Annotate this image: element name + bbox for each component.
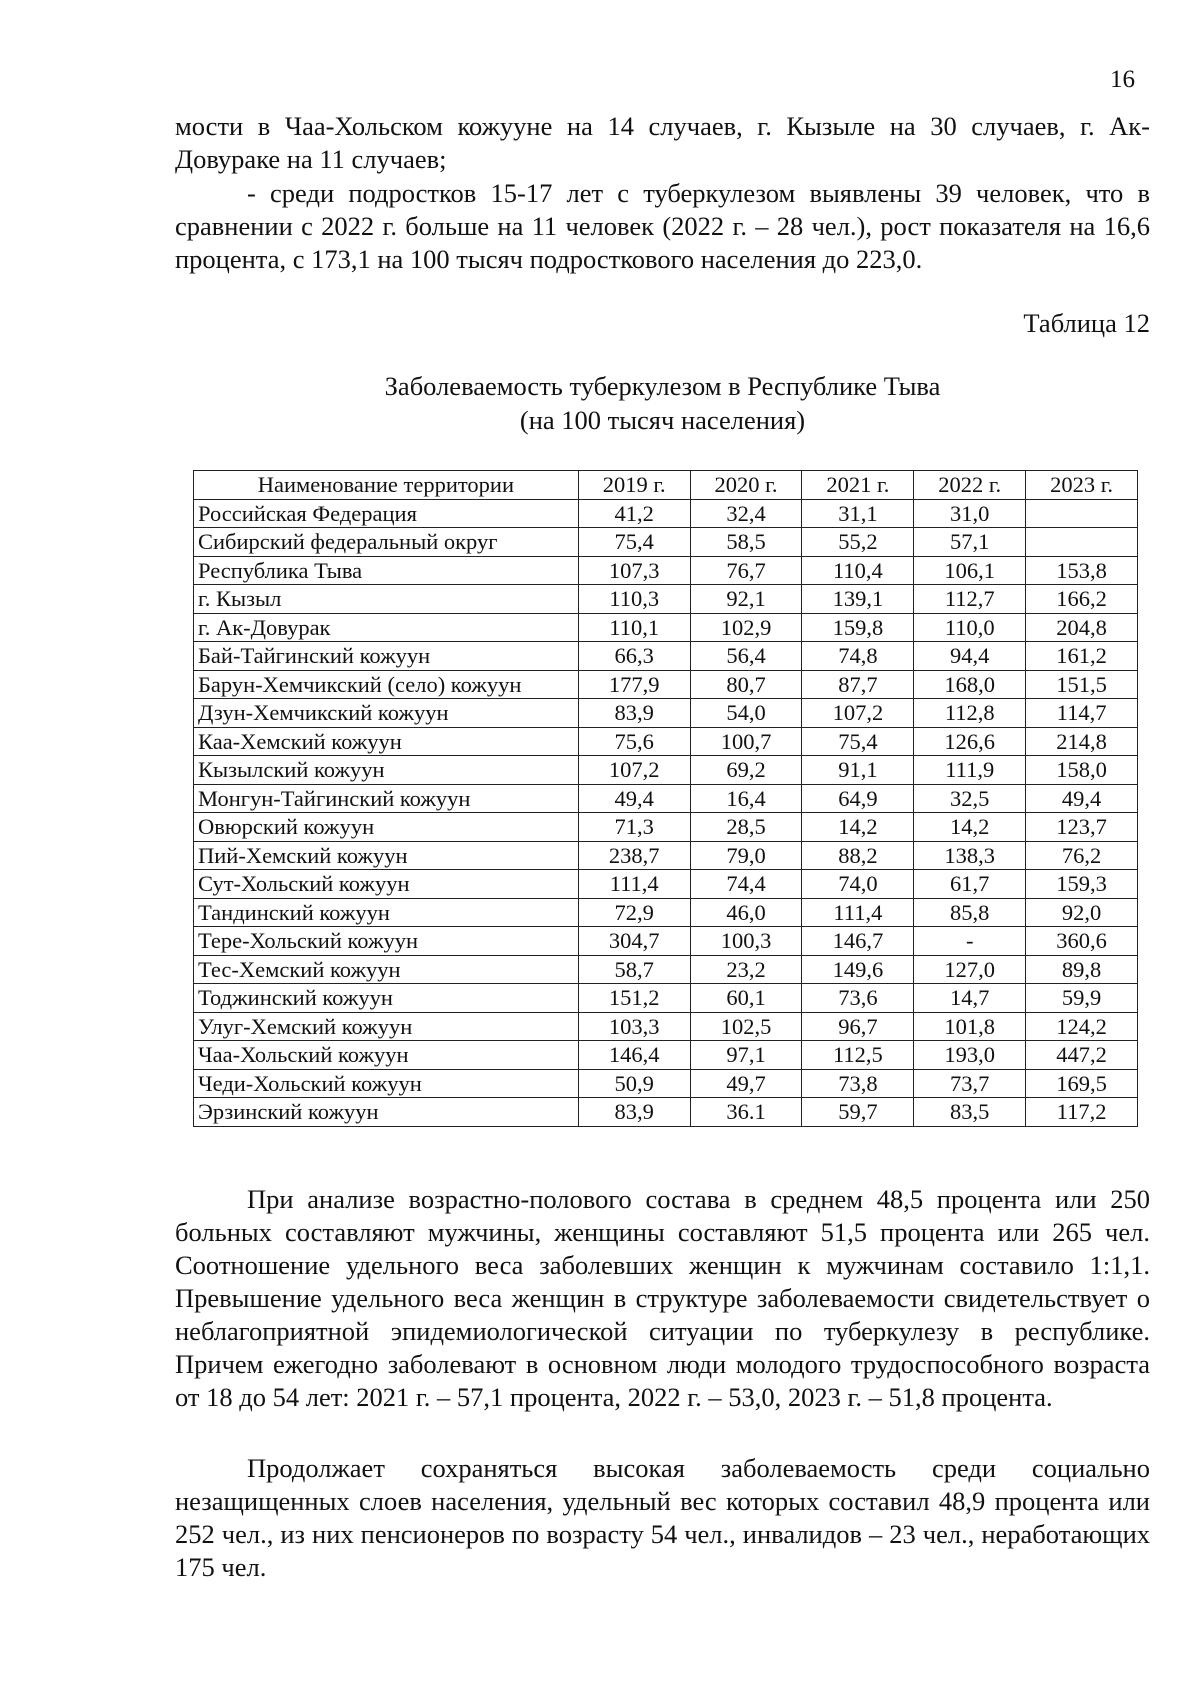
cell-y2021: 73,8 [802, 1069, 914, 1098]
cell-y2020: 23,2 [690, 955, 802, 984]
cell-y2023: 151,5 [1026, 670, 1138, 699]
cell-y2019: 83,9 [578, 699, 690, 728]
paragraph-age-sex: При анализе возрастно-полового состава в среднем 48,5 процента или 250 больных составляют мужчины, женщины составляют 51,5 процента или 265 чел. Соотношение удельного веса заболевших женщин к мужчинам составило 1:1,1. Превышение удельного веса женщин в структуре заболеваемости свидетельствует о неблагоприятной эпидемиологической ситуации по туберкулезу в республике. Причем ежегодно заболевают в основном люди молодого трудоспособного возраста от 18 до 54 лет: 2021 г. – 57,1 процента, 2022 г. – 53,0, 2023 г. – 51,8 процента. [175, 1184, 1150, 1412]
header-2019: 2019 г. [578, 471, 690, 500]
cell-y2019: 50,9 [578, 1069, 690, 1098]
cell-territory: Республика Тыва [194, 556, 579, 585]
cell-y2022: 94,4 [914, 642, 1026, 671]
cell-y2023: 114,7 [1026, 699, 1138, 728]
cell-y2023: 153,8 [1026, 556, 1138, 585]
cell-y2023: 117,2 [1026, 1098, 1138, 1127]
cell-y2022: 106,1 [914, 556, 1026, 585]
table-row [194, 927, 1138, 956]
incidence-table [193, 470, 1138, 1127]
cell-y2020: 32,4 [690, 499, 802, 528]
table-row [194, 841, 1138, 870]
cell-y2020: 100,7 [690, 727, 802, 756]
table-row [194, 1069, 1138, 1098]
table-row [194, 556, 1138, 585]
cell-y2021: 64,9 [802, 784, 914, 813]
table-row [194, 528, 1138, 557]
cell-y2022: 57,1 [914, 528, 1026, 557]
cell-y2023: 161,2 [1026, 642, 1138, 671]
cell-y2019: 75,4 [578, 528, 690, 557]
cell-territory: Тере-Хольский кожуун [194, 927, 579, 956]
table-row [194, 756, 1138, 785]
cell-y2020: 56,4 [690, 642, 802, 671]
cell-y2022: 138,3 [914, 841, 1026, 870]
cell-y2023: 169,5 [1026, 1069, 1138, 1098]
cell-y2020: 92,1 [690, 585, 802, 614]
cell-y2019: 110,3 [578, 585, 690, 614]
cell-y2023 [1026, 499, 1138, 528]
cell-y2020: 76,7 [690, 556, 802, 585]
cell-y2021: 74,8 [802, 642, 914, 671]
cell-y2022: 14,2 [914, 813, 1026, 842]
header-2023: 2023 г. [1026, 471, 1138, 500]
cell-territory: Сут-Хольский кожуун [194, 870, 579, 899]
table-header [194, 471, 1138, 500]
cell-territory: Барун-Хемчикский (село) кожуун [194, 670, 579, 699]
cell-territory: Пий-Хемский кожуун [194, 841, 579, 870]
cell-y2021: 146,7 [802, 927, 914, 956]
cell-territory: Каа-Хемский кожуун [194, 727, 579, 756]
cell-y2021: 31,1 [802, 499, 914, 528]
header-2021: 2021 г. [802, 471, 914, 500]
cell-y2020: 69,2 [690, 756, 802, 785]
cell-y2023: 92,0 [1026, 898, 1138, 927]
cell-y2022: 73,7 [914, 1069, 1026, 1098]
cell-territory: Тоджинский кожуун [194, 984, 579, 1013]
cell-y2021: 74,0 [802, 870, 914, 899]
cell-y2020: 60,1 [690, 984, 802, 1013]
cell-y2022: 14,7 [914, 984, 1026, 1013]
cell-territory: Улуг-Хемский кожуун [194, 1012, 579, 1041]
cell-y2023: 166,2 [1026, 585, 1138, 614]
cell-territory: Бай-Тайгинский кожуун [194, 642, 579, 671]
table-label: Таблица 12 [1023, 308, 1150, 338]
cell-y2020: 102,5 [690, 1012, 802, 1041]
cell-y2019: 304,7 [578, 927, 690, 956]
cell-y2022: - [914, 927, 1026, 956]
cell-y2021: 14,2 [802, 813, 914, 842]
cell-y2019: 72,9 [578, 898, 690, 927]
cell-y2020: 97,1 [690, 1041, 802, 1070]
paragraph-continuation: мости в Чаа-Хольском кожууне на 14 случаев, г. Кызыле на 30 случаев, г. Ак-Довураке на 11 случаев; [175, 111, 1150, 174]
cell-y2021: 59,7 [802, 1098, 914, 1127]
cell-territory: Чаа-Хольский кожуун [194, 1041, 579, 1070]
cell-territory: Российская Федерация [194, 499, 579, 528]
cell-y2022: 85,8 [914, 898, 1026, 927]
cell-y2022: 112,8 [914, 699, 1026, 728]
cell-y2021: 107,2 [802, 699, 914, 728]
cell-y2020: 74,4 [690, 870, 802, 899]
cell-y2023: 124,2 [1026, 1012, 1138, 1041]
table-row [194, 613, 1138, 642]
cell-y2022: 83,5 [914, 1098, 1026, 1127]
cell-y2023: 447,2 [1026, 1041, 1138, 1070]
cell-y2020: 28,5 [690, 813, 802, 842]
header-2020: 2020 г. [690, 471, 802, 500]
cell-territory: г. Ак-Довурак [194, 613, 579, 642]
cell-territory: Овюрский кожуун [194, 813, 579, 842]
header-2022: 2022 г. [914, 471, 1026, 500]
cell-y2023: 159,3 [1026, 870, 1138, 899]
page-number: 16 [1110, 66, 1135, 93]
table-row [194, 898, 1138, 927]
table-row [194, 870, 1138, 899]
cell-y2019: 110,1 [578, 613, 690, 642]
cell-territory: Тандинский кожуун [194, 898, 579, 927]
cell-y2023: 123,7 [1026, 813, 1138, 842]
cell-territory: г. Кызыл [194, 585, 579, 614]
table-row [194, 955, 1138, 984]
cell-y2020: 36.1 [690, 1098, 802, 1127]
cell-y2021: 139,1 [802, 585, 914, 614]
cell-y2019: 83,9 [578, 1098, 690, 1127]
cell-y2022: 101,8 [914, 1012, 1026, 1041]
table-row [194, 984, 1138, 1013]
cell-y2021: 110,4 [802, 556, 914, 585]
cell-territory: Кызылский кожуун [194, 756, 579, 785]
cell-y2020: 54,0 [690, 699, 802, 728]
cell-y2022: 168,0 [914, 670, 1026, 699]
table-row [194, 499, 1138, 528]
cell-y2019: 151,2 [578, 984, 690, 1013]
table-row [194, 670, 1138, 699]
cell-y2023: 59,9 [1026, 984, 1138, 1013]
table-row [194, 585, 1138, 614]
cell-y2020: 80,7 [690, 670, 802, 699]
cell-y2021: 159,8 [802, 613, 914, 642]
table-row [194, 1012, 1138, 1041]
cell-y2019: 75,6 [578, 727, 690, 756]
cell-y2019: 58,7 [578, 955, 690, 984]
table-row [194, 727, 1138, 756]
cell-y2022: 127,0 [914, 955, 1026, 984]
cell-y2023: 360,6 [1026, 927, 1138, 956]
cell-y2022: 61,7 [914, 870, 1026, 899]
cell-y2020: 58,5 [690, 528, 802, 557]
table-body [194, 499, 1138, 1126]
cell-territory: Дзун-Хемчикский кожуун [194, 699, 579, 728]
cell-y2022: 110,0 [914, 613, 1026, 642]
cell-y2023: 76,2 [1026, 841, 1138, 870]
cell-y2023: 89,8 [1026, 955, 1138, 984]
cell-territory: Тес-Хемский кожуун [194, 955, 579, 984]
cell-territory: Эрзинский кожуун [194, 1098, 579, 1127]
cell-y2021: 87,7 [802, 670, 914, 699]
paragraph-social: Продолжает сохраняться высокая заболеваемость среди социально незащищенных слоев населения, удельный вес которых составил 48,9 процента или 252 чел., из них пенсионеров по возрасту 54 чел., инвалидов – 23 чел., неработающих 175 чел. [175, 1453, 1150, 1582]
cell-y2022: 126,6 [914, 727, 1026, 756]
table-row [194, 1098, 1138, 1127]
table-row [194, 784, 1138, 813]
cell-y2021: 149,6 [802, 955, 914, 984]
cell-y2021: 112,5 [802, 1041, 914, 1070]
cell-y2021: 88,2 [802, 841, 914, 870]
cell-y2023: 214,8 [1026, 727, 1138, 756]
cell-y2019: 238,7 [578, 841, 690, 870]
cell-y2021: 96,7 [802, 1012, 914, 1041]
cell-y2019: 107,2 [578, 756, 690, 785]
table-row [194, 1041, 1138, 1070]
cell-y2023: 49,4 [1026, 784, 1138, 813]
cell-y2020: 49,7 [690, 1069, 802, 1098]
table-row [194, 699, 1138, 728]
cell-y2022: 111,9 [914, 756, 1026, 785]
cell-y2021: 111,4 [802, 898, 914, 927]
cell-y2019: 41,2 [578, 499, 690, 528]
cell-y2019: 66,3 [578, 642, 690, 671]
header-territory: Наименование территории [194, 471, 579, 500]
cell-y2021: 73,6 [802, 984, 914, 1013]
cell-y2022: 112,7 [914, 585, 1026, 614]
cell-territory: Сибирский федеральный округ [194, 528, 579, 557]
table-row [194, 642, 1138, 671]
cell-y2019: 71,3 [578, 813, 690, 842]
cell-y2019: 103,3 [578, 1012, 690, 1041]
cell-y2021: 75,4 [802, 727, 914, 756]
cell-y2021: 91,1 [802, 756, 914, 785]
cell-y2019: 49,4 [578, 784, 690, 813]
cell-y2020: 46,0 [690, 898, 802, 927]
cell-y2023: 204,8 [1026, 613, 1138, 642]
cell-y2020: 79,0 [690, 841, 802, 870]
cell-y2019: 146,4 [578, 1041, 690, 1070]
cell-y2023 [1026, 528, 1138, 557]
cell-y2019: 107,3 [578, 556, 690, 585]
cell-y2019: 111,4 [578, 870, 690, 899]
table-title: Заболеваемость туберкулезом в Республике Тыва [384, 371, 941, 401]
cell-y2021: 55,2 [802, 528, 914, 557]
table-header-row [194, 471, 1138, 500]
cell-y2022: 193,0 [914, 1041, 1026, 1070]
cell-y2020: 16,4 [690, 784, 802, 813]
cell-territory: Монгун-Тайгинский кожуун [194, 784, 579, 813]
paragraph-teenagers: - среди подростков 15-17 лет с туберкулезом выявлены 39 человек, что в сравнении с 2022 г. больше на 11 человек (2022 г. – 28 чел.), рост показателя на 16,6 процента, с 173,1 на 100 тысяч подросткового населения до 223,0. [175, 178, 1150, 274]
cell-y2020: 100,3 [690, 927, 802, 956]
cell-territory: Чеди-Хольский кожуун [194, 1069, 579, 1098]
table-row [194, 813, 1138, 842]
cell-y2019: 177,9 [578, 670, 690, 699]
cell-y2023: 158,0 [1026, 756, 1138, 785]
table-subtitle: (на 100 тысяч населения) [519, 405, 806, 435]
cell-y2022: 32,5 [914, 784, 1026, 813]
cell-y2020: 102,9 [690, 613, 802, 642]
cell-y2022: 31,0 [914, 499, 1026, 528]
